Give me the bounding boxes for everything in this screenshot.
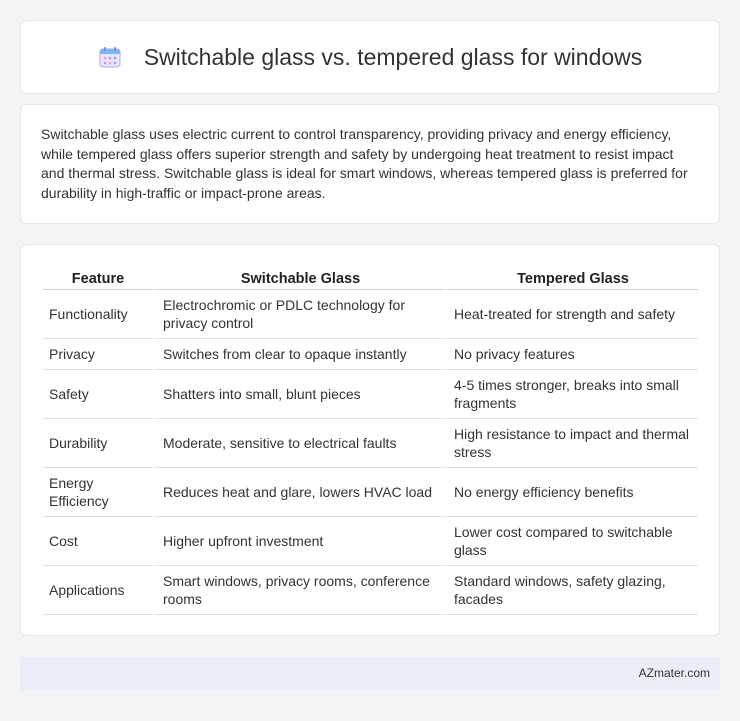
table-header-row <box>43 265 698 290</box>
comparison-table <box>43 265 698 615</box>
feature-cell: Energy Efficiency <box>43 468 153 517</box>
table-row <box>43 517 698 566</box>
table-row <box>43 339 698 370</box>
switchable-cell: Higher upfront investment <box>153 517 444 566</box>
feature-cell: Durability <box>43 419 153 468</box>
switchable-cell: Reduces heat and glare, lowers HVAC load <box>153 468 444 517</box>
comparison-table-card <box>20 244 720 636</box>
tempered-cell: 4-5 times stronger, breaks into small fragments <box>444 370 698 419</box>
tempered-cell: No privacy features <box>444 339 698 370</box>
switchable-cell: Smart windows, privacy rooms, conference rooms <box>153 566 444 615</box>
table-row <box>43 290 698 339</box>
table-row <box>43 419 698 468</box>
feature-cell: Privacy <box>43 339 153 370</box>
tempered-cell: High resistance to impact and thermal stress <box>444 419 698 468</box>
feature-cell: Functionality <box>43 290 153 339</box>
feature-cell: Applications <box>43 566 153 615</box>
calendar-icon <box>98 45 122 69</box>
table-row <box>43 370 698 419</box>
column-header-switchable: Switchable Glass <box>153 265 444 290</box>
tempered-cell: Standard windows, safety glazing, facades <box>444 566 698 615</box>
intro-card <box>20 104 720 224</box>
tempered-cell: Lower cost compared to switchable glass <box>444 517 698 566</box>
feature-cell: Cost <box>43 517 153 566</box>
footer-bar <box>20 657 720 690</box>
footer-brand[interactable]: AZmater.com <box>638 666 710 680</box>
tempered-cell: Heat-treated for strength and safety <box>444 290 698 339</box>
title-card <box>20 20 720 94</box>
tempered-cell: No energy efficiency benefits <box>444 468 698 517</box>
page-title: Switchable glass vs. tempered glass for windows <box>143 43 643 70</box>
column-header-tempered: Tempered Glass <box>444 265 698 290</box>
column-header-feature: Feature <box>43 265 153 290</box>
feature-cell: Safety <box>43 370 153 419</box>
intro-paragraph: Switchable glass uses electric current to control transparency, providing privacy and energy efficiency, while tempered glass offers superior strength and safety by undergoing heat treatment to resist impact and thermal stress. Switchable glass is ideal for smart windows, whereas tempered glass is preferred for durability in high-traffic or impact-prone areas. <box>41 126 688 201</box>
table-row <box>43 566 698 615</box>
switchable-cell: Moderate, sensitive to electrical faults <box>153 419 444 468</box>
table-row <box>43 468 698 517</box>
switchable-cell: Electrochromic or PDLC technology for privacy control <box>153 290 444 339</box>
switchable-cell: Switches from clear to opaque instantly <box>153 339 444 370</box>
switchable-cell: Shatters into small, blunt pieces <box>153 370 444 419</box>
